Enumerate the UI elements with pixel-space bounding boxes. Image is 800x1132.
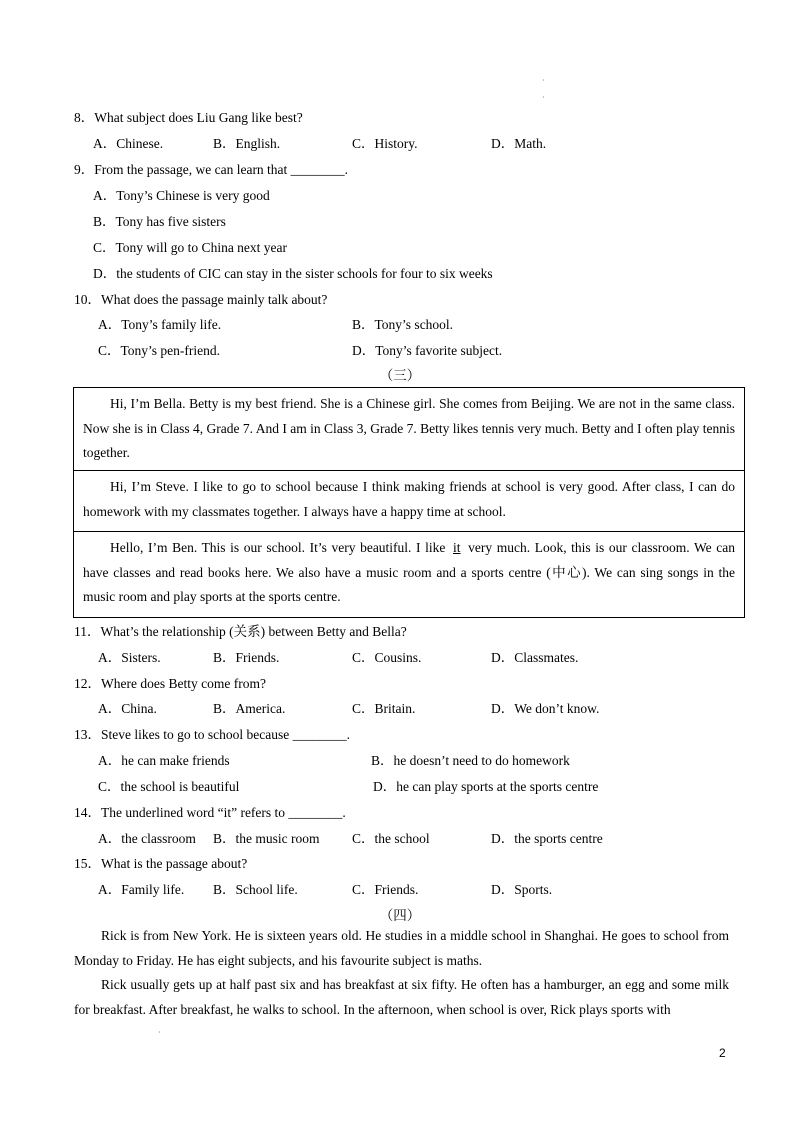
ben-text-before: Hello, I’m Ben. This is our school. It’s very beautiful. I like [110, 540, 446, 555]
q10-option-b: B．Tony’s school. [352, 317, 454, 332]
q9-option-d: D．the students of CIC can stay in the sister schools for four to six weeks [93, 266, 493, 281]
q12-option-b: B．America. [213, 701, 286, 716]
passage-box-steve [73, 470, 745, 532]
question-9-stem: 9．From the passage, we can learn that ________. [74, 162, 349, 177]
q8-option-c: C．History. [352, 136, 418, 151]
ben-text [74, 532, 744, 610]
question-11-stem: 11．What’s the relationship (关系) between Betty and Bella? [74, 624, 407, 639]
speck: · [158, 1028, 161, 1037]
q11-option-a: A．Sisters. [98, 650, 161, 665]
q13-option-d: D．he can play sports at the sports centre [373, 779, 599, 794]
q12-option-a: A．China. [98, 701, 157, 716]
q11-option-c: C．Cousins. [352, 650, 422, 665]
q9-option-a: A．Tony’s Chinese is very good [93, 188, 270, 203]
steve-text: Hi, I’m Steve. I like to go to school because I think making friends at school is very good. After class, I can do homework with my classmates together. I always have a happy time at school. [83, 479, 735, 519]
q8-option-b: B．English. [213, 136, 281, 151]
q15-option-a: A．Family life. [98, 882, 185, 897]
passage-4-paragraph-1: Rick is from New York. He is sixteen years old. He studies in a middle school in Shanghai. He goes to school from Monday to Friday. He has eight subjects, and his favourite subject is maths. [74, 928, 729, 968]
q9-option-b: B．Tony has five sisters [93, 214, 226, 229]
q13-option-c: C．the school is beautiful [98, 779, 240, 794]
q14-option-a: A．the classroom [98, 831, 196, 846]
q12-option-c: C．Britain. [352, 701, 416, 716]
q11-option-b: B．Friends. [213, 650, 280, 665]
q12-option-d: D．We don’t know. [491, 701, 600, 716]
q14-option-c: C．the school [352, 831, 430, 846]
bella-text: Hi, I’m Bella. Betty is my best friend. She is a Chinese girl. She comes from Beijing. We are not in the same class. Now she is in Class 4, Grade 7. And I am in Class 3, Grade 7. Betty likes tennis very much. Betty and I often play tennis together. [83, 396, 735, 460]
q8-option-d: D．Math. [491, 136, 547, 151]
ben-text-after: very much. Look, this is our classroom. We can have classes and read books here. We also have a music room and a sports centre (中心). We can sing songs in the music room and play sports at the sports centre. [83, 540, 735, 604]
q9-option-c: C．Tony will go to China next year [93, 240, 288, 255]
q14-option-d: D．the sports centre [491, 831, 603, 846]
question-14-stem: 14．The underlined word “it” refers to ________. [74, 805, 346, 820]
q14-option-b: B．the music room [213, 831, 320, 846]
speck: · [542, 93, 545, 102]
q15-option-c: C．Friends. [352, 882, 419, 897]
question-13-stem: 13．Steve likes to go to school because ________. [74, 727, 350, 742]
q13-option-a: A．he can make friends [98, 753, 230, 768]
section-4-title: （四） [379, 908, 421, 923]
section-3-title: （三） [379, 368, 421, 383]
q15-option-d: D．Sports. [491, 882, 553, 897]
q8-option-a: A．Chinese. [93, 136, 164, 151]
question-10-stem: 10．What does the passage mainly talk about? [74, 292, 328, 307]
passage-box-bella [73, 387, 745, 471]
underlined-word: it [453, 540, 461, 555]
q10-option-c: C．Tony’s pen-friend. [98, 343, 221, 358]
q10-option-d: D．Tony’s favorite subject. [352, 343, 503, 358]
passage-4-paragraph-2: Rick usually gets up at half past six and has breakfast at six fifty. He often has a hamburger, an egg and some milk for breakfast. After breakfast, he walks to school. In the afternoon, when school is over, Rick plays sports with [74, 977, 729, 1017]
speck: · [542, 76, 545, 85]
q13-option-b: B．he doesn’t need to do homework [371, 753, 570, 768]
page-number: 2 [719, 1046, 726, 1060]
q10-option-a: A．Tony’s family life. [98, 317, 222, 332]
question-12-stem: 12．Where does Betty come from? [74, 676, 266, 691]
question-8-stem: 8．What subject does Liu Gang like best? [74, 110, 303, 125]
question-15-stem: 15．What is the passage about? [74, 856, 248, 871]
q15-option-b: B．School life. [213, 882, 298, 897]
q11-option-d: D．Classmates. [491, 650, 579, 665]
passage-box-ben [73, 531, 745, 618]
